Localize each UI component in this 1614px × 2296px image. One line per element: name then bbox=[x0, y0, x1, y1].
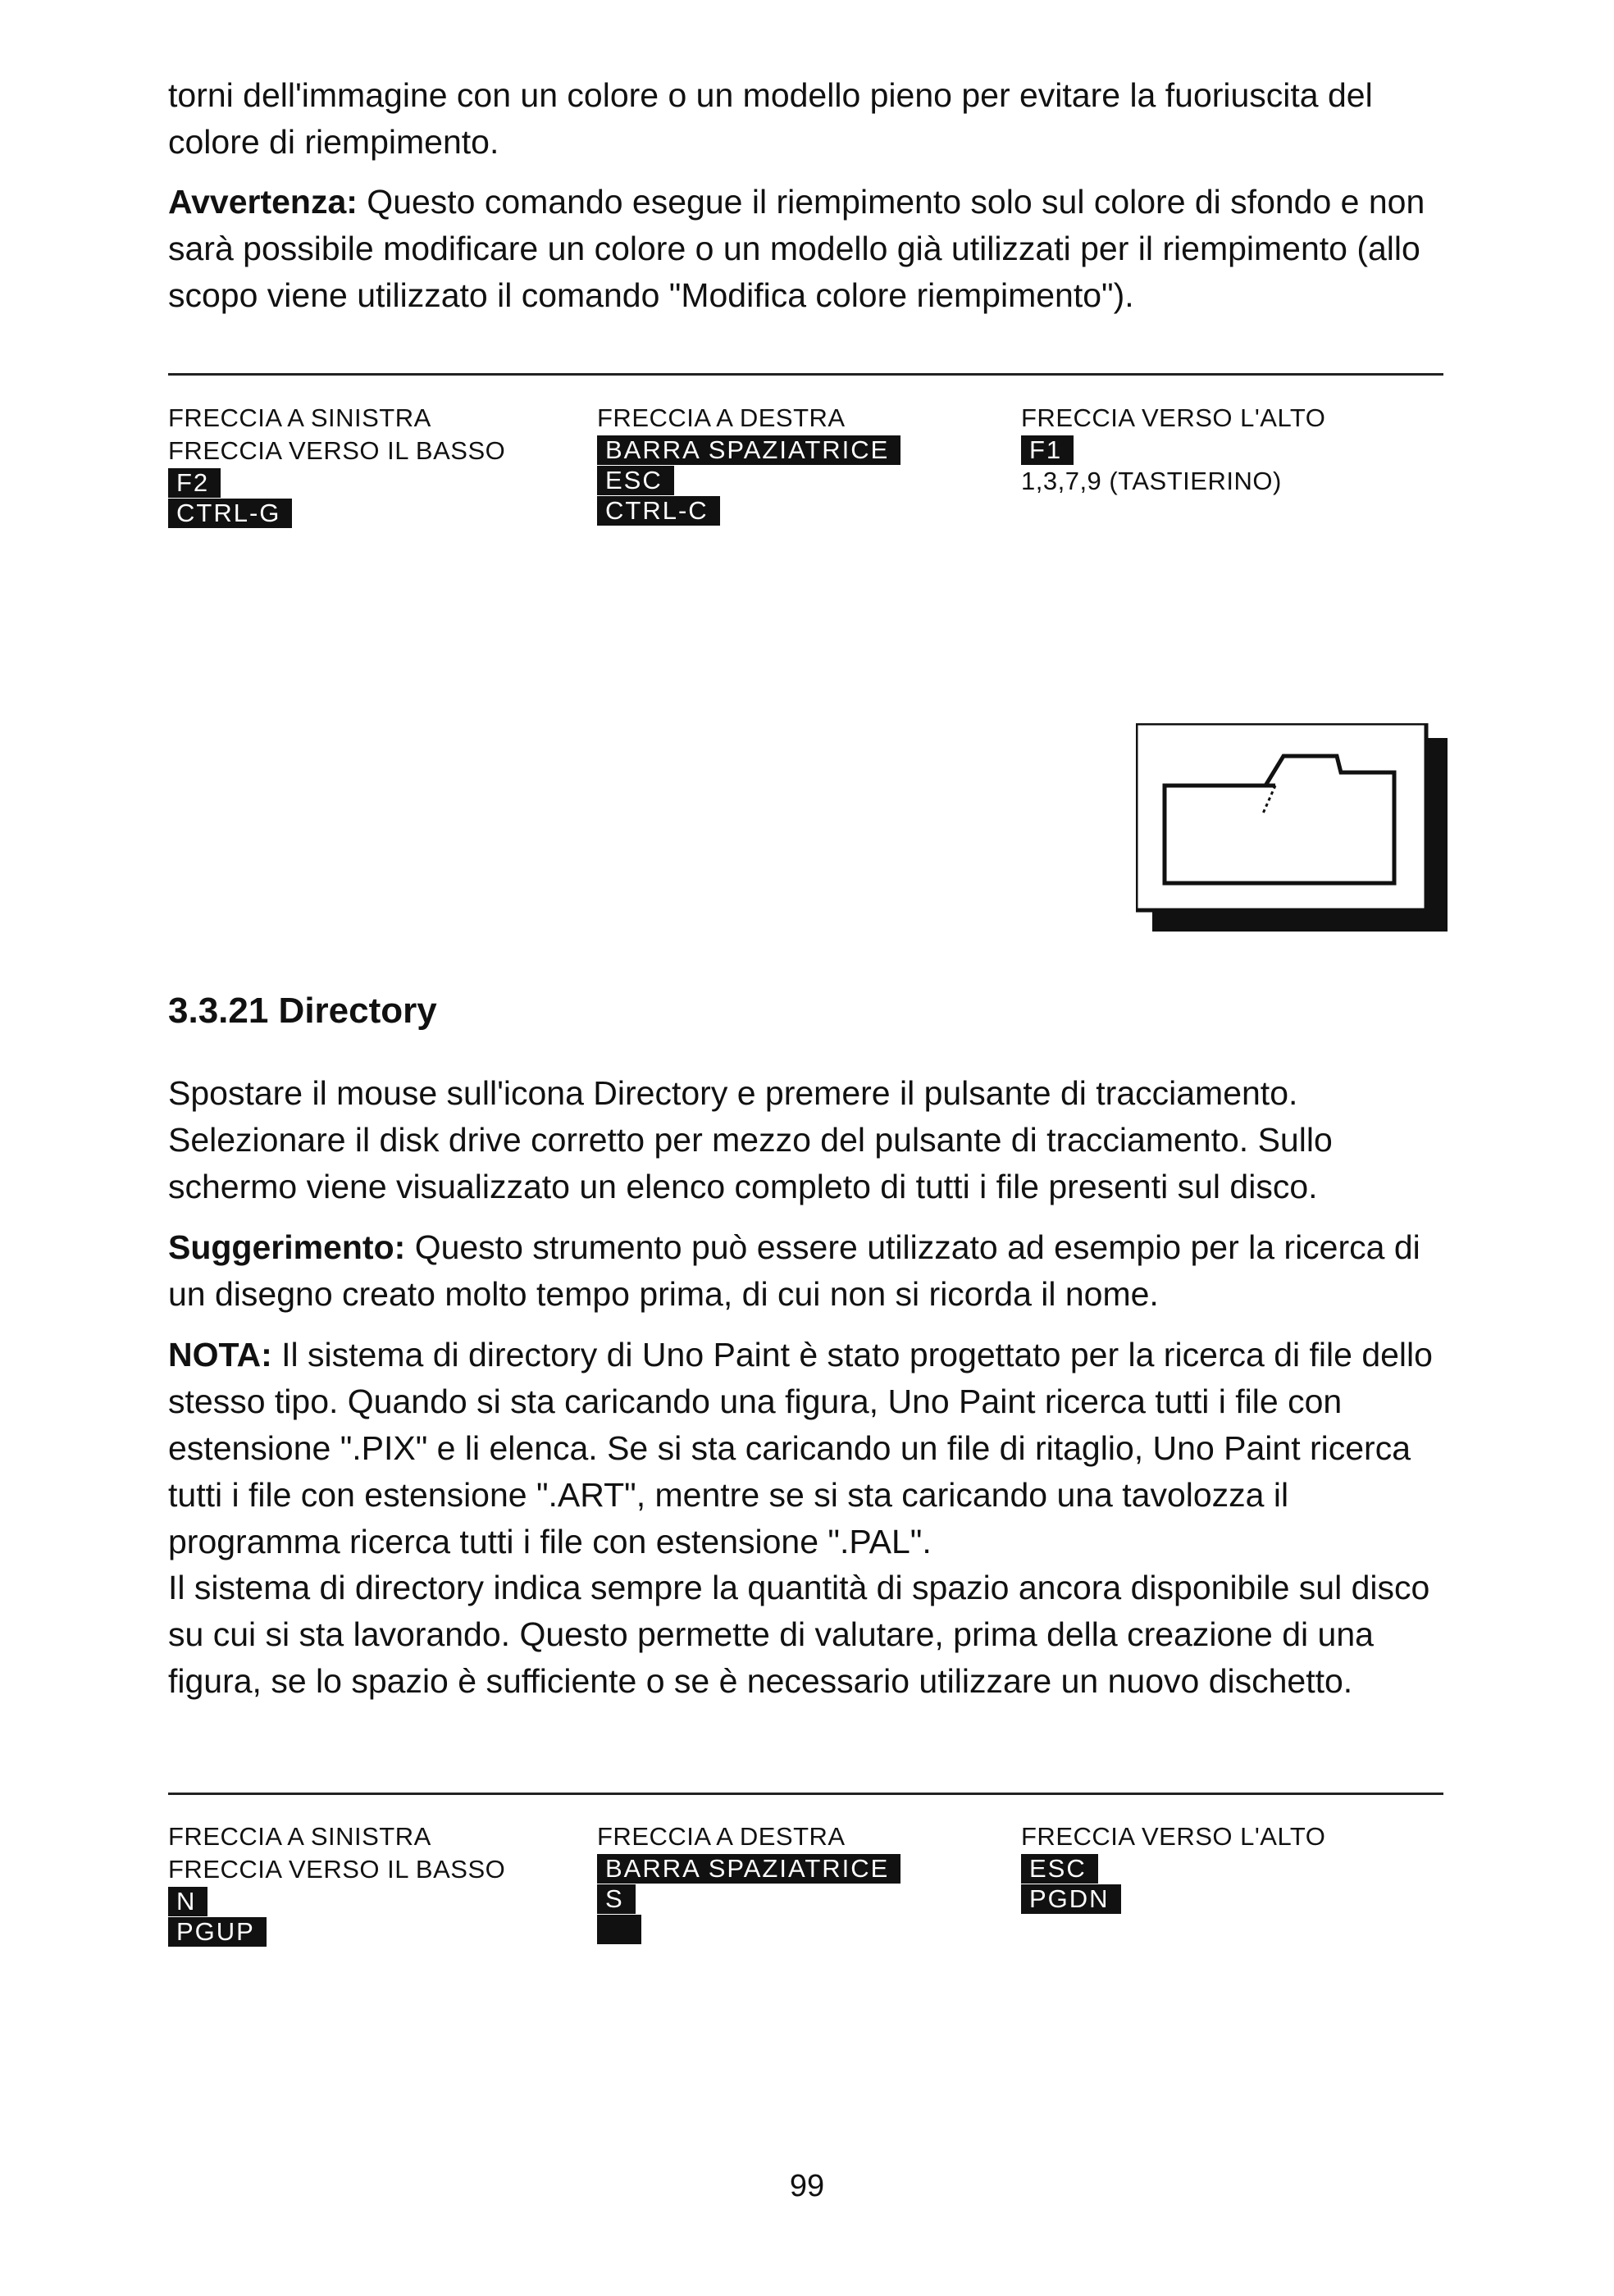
warning-paragraph bbox=[168, 179, 1448, 319]
note-label: NOTA: bbox=[168, 1336, 272, 1374]
key-label: 1,3,7,9 (TASTIERINO) bbox=[1021, 467, 1282, 495]
key-label: FRECCIA VERSO IL BASSO bbox=[168, 436, 506, 465]
divider-bottom bbox=[168, 1793, 1443, 1795]
directory-paragraph: Spostare il mouse sull'icona Directory e premere il pulsante di tracciamento. Selezionare il disk drive corretto per mezzo del pulsante di tracciamento. Sullo schermo viene visualizzato un elenco completo di tutti i file presenti sul disco. bbox=[168, 1074, 1333, 1205]
key-label: FRECCIA A SINISTRA bbox=[168, 1822, 431, 1851]
key-label: FRECCIA A SINISTRA bbox=[168, 403, 431, 432]
directory-folder-icon bbox=[1136, 723, 1448, 932]
shortcut-keys-block-2 bbox=[168, 1820, 1448, 1984]
suggestion-text: Questo strumento può essere utilizzato ad esempio per la ricerca di un disegno creato molto tempo prima, di cui non si ricorda il nome. bbox=[168, 1228, 1420, 1313]
shortcut-column-left bbox=[168, 402, 505, 528]
shortcut-column-right bbox=[1021, 402, 1325, 498]
divider-top bbox=[168, 373, 1443, 376]
warning-text: Questo comando esegue il riempimento solo sul colore di sfondo e non sarà possibile modificare un colore o un modello già utilizzati per il riempimento (allo scopo viene utilizzato il comando "Modifica colore riempimento"). bbox=[168, 183, 1425, 314]
key-label: FRECCIA A DESTRA bbox=[597, 403, 846, 432]
shortcut-column-left bbox=[168, 1820, 505, 1947]
shortcut-keys-block-1 bbox=[168, 402, 1448, 566]
shortcut-column-middle bbox=[597, 1820, 900, 1944]
key-label: FRECCIA A DESTRA bbox=[597, 1822, 846, 1851]
directory-space-paragraph: Il sistema di directory indica sempre la quantità di spazio ancora disponibile sul disco su cui si sta lavorando. Questo permette di valutare, prima della creazione di una figura, se lo spazio è sufficiente o se è necessario utilizzare un nuovo dischetto. bbox=[168, 1569, 1430, 1700]
key-badge: BARRA SPAZIATRICE bbox=[597, 435, 900, 465]
key-label: FRECCIA VERSO IL BASSO bbox=[168, 1855, 506, 1884]
key-badge: S bbox=[597, 1884, 636, 1914]
suggestion-paragraph bbox=[168, 1224, 1448, 1318]
key-badge: BARRA SPAZIATRICE bbox=[597, 1854, 900, 1884]
suggestion-label: Suggerimento: bbox=[168, 1228, 406, 1266]
key-label: FRECCIA VERSO L'ALTO bbox=[1021, 1822, 1326, 1851]
key-badge: ESC bbox=[1021, 1854, 1098, 1884]
key-badge-blank bbox=[597, 1915, 641, 1944]
shortcut-column-middle bbox=[597, 402, 900, 526]
key-label: FRECCIA VERSO L'ALTO bbox=[1021, 403, 1326, 432]
key-badge: N bbox=[168, 1887, 207, 1916]
key-badge: PGDN bbox=[1021, 1884, 1121, 1914]
key-badge: PGUP bbox=[168, 1917, 267, 1947]
page-number: 99 bbox=[789, 2169, 825, 2203]
note-paragraph bbox=[168, 1332, 1448, 1565]
intro-paragraph: torni dell'immagine con un colore o un modello pieno per evitare la fuoriuscita del colore di riempimento. bbox=[168, 76, 1373, 161]
shortcut-column-right bbox=[1021, 1820, 1325, 1914]
key-badge: F2 bbox=[168, 468, 221, 498]
note-text: Il sistema di directory di Uno Paint è stato progettato per la ricerca di file dello stesso tipo. Quando si sta caricando una figura, Uno Paint ricerca tutti i file con estensione ".PIX" e li elenca. Se si sta caricando un file di ritaglio, Uno Paint ricerca tutti i file con estensione ".ART", mentre se si sta caricando una tavolozza il programma ricerca tutti i file con estensione ".PAL". bbox=[168, 1336, 1433, 1560]
section-title: 3.3.21 Directory bbox=[168, 991, 437, 1031]
key-badge: F1 bbox=[1021, 435, 1074, 465]
warning-label: Avvertenza: bbox=[168, 183, 358, 221]
key-badge: ESC bbox=[597, 466, 674, 495]
key-badge: CTRL-G bbox=[168, 499, 292, 528]
key-badge: CTRL-C bbox=[597, 496, 720, 526]
